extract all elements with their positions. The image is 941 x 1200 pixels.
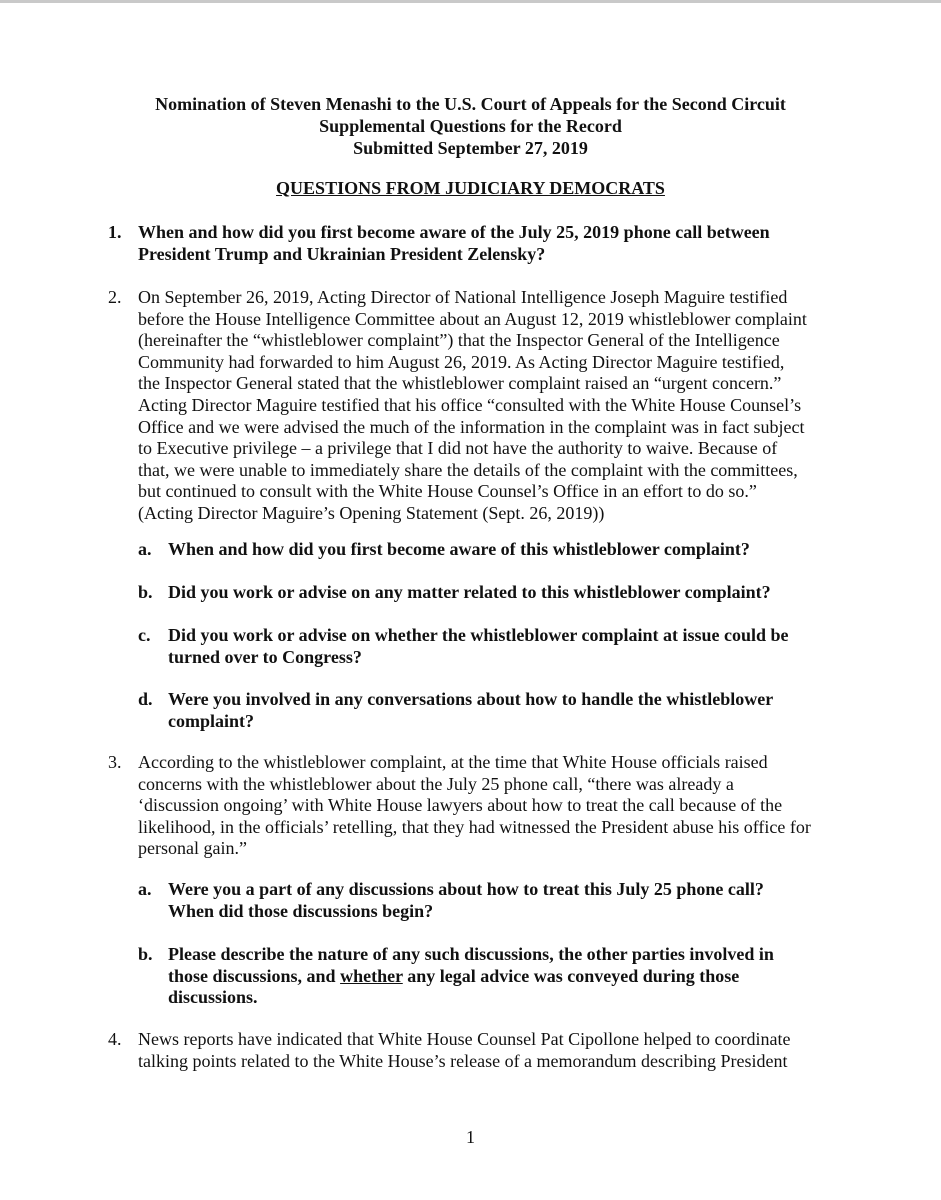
question-1 (108, 222, 843, 265)
subquestion-letter: b. (138, 582, 153, 602)
question-number: 3. (108, 752, 122, 772)
subquestion-letter: d. (138, 689, 153, 709)
question-text-line: likelihood, in the officials’ retelling, that they had witnessed the President abuse his office for (138, 816, 811, 837)
question-text-line: that, we were unable to immediately share the details of the complaint with the committees, (138, 459, 798, 480)
question-text-line: before the House Intelligence Committee about an August 12, 2019 whistleblower complaint (138, 308, 807, 329)
question-number: 4. (108, 1029, 122, 1049)
question-text-line: Acting Director Maguire testified that his office “consulted with the White House Counsel’s (138, 394, 802, 415)
document-header (0, 93, 941, 159)
subquestion-text-line: When and how did you first become aware of this whistleblower complaint? (168, 539, 750, 559)
subquestion-text-line: When did those discussions begin? (168, 900, 434, 921)
question-text-line: ‘discussion ongoing’ with White House lawyers about how to treat the call because of the (138, 795, 783, 816)
subquestion-text-line: complaint? (168, 710, 255, 731)
subquestion-3b (138, 944, 838, 1009)
subquestion-letter: b. (138, 944, 153, 964)
question-text-line: to Executive privilege – a privilege that I did not have the authority to waive. Because of (138, 438, 778, 459)
subquestion-text-line: Did you work or advise on whether the whistleblower complaint at issue could be (168, 625, 789, 645)
subquestion-2c (138, 625, 838, 668)
subquestion-letter: a. (138, 539, 152, 559)
subquestion-text-line: Were you a part of any discussions about how to treat this July 25 phone call? (168, 879, 764, 899)
question-text-line: Community had forwarded to him August 26, 2019. As Acting Director Maguire testified, (138, 351, 785, 372)
question-text-line: personal gain.” (138, 838, 247, 859)
subquestion-text-fragment: those discussions, and (168, 965, 341, 986)
subquestion-letter: a. (138, 879, 152, 899)
header-title: Nomination of Steven Menashi to the U.S. Court of Appeals for the Second Circuit (155, 94, 786, 114)
question-4 (108, 1029, 843, 1072)
question-text-line: President Trump and Ukrainian President Zelensky? (138, 243, 546, 264)
subquestion-3a (138, 879, 838, 922)
question-text-line: the Inspector General stated that the whistleblower complaint raised an “urgent concern.” (138, 373, 782, 394)
question-text-line: News reports have indicated that White House Counsel Pat Cipollone helped to coordinate (138, 1029, 791, 1049)
subquestion-text-line-with-emphasis (168, 966, 838, 988)
question-text-line: talking points related to the White House’s release of a memorandum describing President (138, 1050, 788, 1071)
question-text-line: (Acting Director Maguire’s Opening Statement (Sept. 26, 2019)) (138, 502, 605, 523)
question-3 (108, 752, 843, 860)
underlined-word: whether (340, 965, 403, 986)
header-subtitle: Supplemental Questions for the Record (319, 116, 622, 136)
subquestion-text-fragment: any legal advice was conveyed during those (402, 965, 740, 986)
question-text-line: On September 26, 2019, Acting Director of National Intelligence Joseph Maguire testified (138, 287, 788, 307)
subquestion-2d (138, 689, 838, 732)
question-2 (108, 287, 843, 525)
subquestion-text-line: Did you work or advise on any matter related to this whistleblower complaint? (168, 582, 771, 602)
question-text-line: concerns with the whistleblower about the July 25 phone call, “there was already a (138, 773, 734, 794)
subquestion-text-line: discussions. (168, 987, 258, 1008)
question-text-line: When and how did you first become aware of the July 25, 2019 phone call between (138, 222, 770, 242)
subquestion-text-line: turned over to Congress? (168, 646, 362, 667)
question-number: 2. (108, 287, 122, 307)
question-number: 1. (108, 222, 122, 242)
subquestion-text-line: Please describe the nature of any such discussions, the other parties involved in (168, 944, 774, 964)
section-heading: QUESTIONS FROM JUDICIARY DEMOCRATS (276, 178, 665, 198)
subquestion-text-line: Were you involved in any conversations about how to handle the whistleblower (168, 689, 774, 709)
question-text-line: According to the whistleblower complaint, at the time that White House officials raised (138, 752, 768, 772)
question-text-line: (hereinafter the “whistleblower complaint”) that the Inspector General of the Intelligence (138, 330, 780, 351)
subquestion-2a (138, 539, 838, 561)
subquestion-2b (138, 582, 838, 604)
header-date: Submitted September 27, 2019 (353, 138, 588, 158)
question-text-line: Office and we were advised the much of the information in the complaint was in fact subject (138, 416, 805, 437)
page-number: 1 (466, 1127, 475, 1147)
question-text-line: but continued to consult with the White House Counsel’s Office in an effort to do so.” (138, 481, 757, 502)
subquestion-letter: c. (138, 625, 151, 645)
